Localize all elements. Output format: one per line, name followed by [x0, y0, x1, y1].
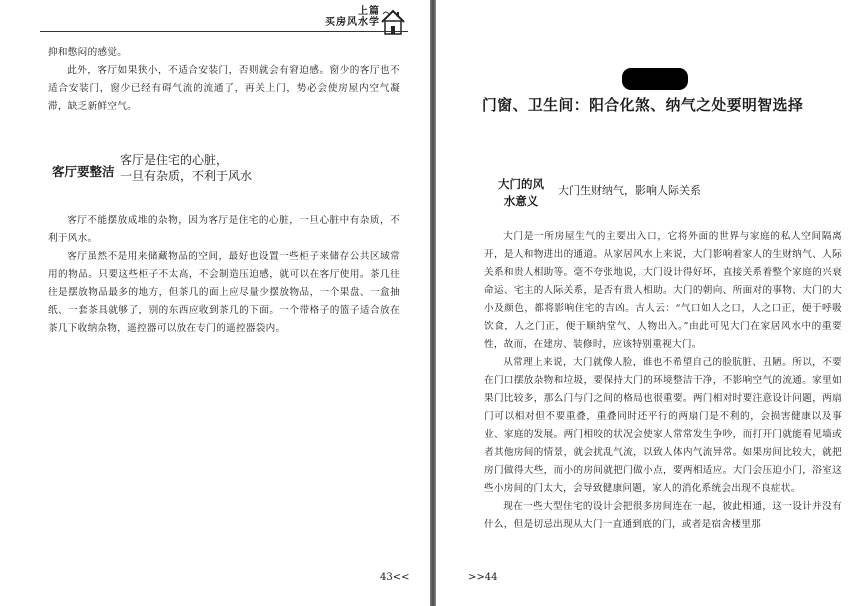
redaction-bar [622, 68, 688, 90]
paragraph: 大门是一所房屋生气的主要出入口，它将外面的世界与家庭的私人空间隔离开，是人和物进出的通道。从家居风水上来说，大门影响着家人的生财纳气、人际关系和贵人相助等。毫不夸张地说，大门设计得好坏，直接关系着整个家庭的兴衰命运、宅主的人际关系，是否有贵人相助。大门的朝向、所面对的事物、大门的大小及颜色，都将影响住宅的吉凶。古人云：“气口如人之口，人之口正，便于呼吸饮食，人之门正，便于顺纳堂气、人物出入。”由此可见大门在家居风水中的重要性，故而，在建房、装修时，应该特别重视大门。 [484, 231, 842, 350]
paragraph: 此外，客厅如果狭小，不适合安装门，否则就会有窘迫感。窗少的客厅也不适合安装门，窗少已经有碍气流的流通了，再关上门，势必会使房屋内空气凝滞，缺乏新鲜空气。 [48, 65, 400, 112]
subheading-line-1: 客厅是住宅的心脏， [120, 153, 229, 167]
subheading-key [494, 176, 548, 210]
running-header [325, 6, 406, 29]
paragraph: 现在一些大型住宅的设计会把很多房间连在一起，彼此相通，这一设计并没有什么，但是切忌出现从大门一直通到底的门，或者是宿舍楼里那 [484, 501, 842, 530]
left-page [0, 0, 430, 606]
subheading-lead: 大门生财纳气，影响人际关系 [558, 184, 701, 197]
right-page [436, 0, 867, 606]
right-text-block [484, 228, 842, 534]
page-number: >>44 [468, 572, 498, 583]
left-text-block-2 [48, 212, 400, 338]
left-text-block-1 [48, 44, 400, 116]
header-rule [40, 31, 408, 32]
paragraph: 从常理上来说，大门就像人脸，谁也不希望自己的脸肮脏、丑陋。所以，不要在门口摆放杂物和垃圾，要保持大门的环境整洁干净，不影响空气的流通。家里如果门比较多，那么门与门之间的格局也很重要。两门相对时要注意设计问题，两扇门可以相对但不要重叠，重叠同时还平行的两扇门是不利的，会损害健康以及事业、家庭的发展。两门相咬的状况会使家人常常发生争吵，而打开门就能看见墙或者其他房间的情景，就会扰乱气流，以致人体内气流异常。如果房间比较大，就把房门做得大些，而小的房间就把门做小点，要两相适应。大门会压迫小门，浴室这些小房间的门太大，会导致健康问题，家人的消化系统会出现不良症状。 [484, 357, 842, 494]
subheading-line-2: 一旦有杂质，不利于风水 [120, 169, 253, 183]
subheading-key-line-2: 水意义 [503, 194, 539, 208]
paragraph-continued: 抑和憋闷的感觉。 [48, 47, 128, 58]
chapter-title: 门窗、卫生间：阳合化煞、纳气之处要明智选择 [482, 97, 804, 114]
subheading-key: 客厅要整洁 [52, 164, 115, 179]
header-part: 上篇 [358, 6, 380, 17]
subheading-lead [120, 152, 252, 184]
header-book-title: 买房风水学 [325, 17, 380, 28]
paragraph: 客厅不能摆放成堆的杂物，因为客厅是住宅的心脏，一旦心脏中有杂质，不利于风水。 [48, 215, 400, 244]
paragraph: 客厅虽然不是用来储藏物品的空间，最好也设置一些柜子来储存公共区域常用的物品。只要这些柜子不太高，不会制造压迫感，就可以在客厅使用。茶几往往是摆放物品最多的地方，但茶几的面上应尽量少摆放物品，一个果盘、一盒抽纸、一套茶具就够了，别的东西应收到茶几的下面。一个带格子的篮子适合放在茶几下收纳杂物，遥控器可以放在专门的遥控器袋内。 [48, 251, 400, 334]
page-number: 43<< [380, 572, 410, 583]
subheading-key-line-1: 大门的风 [498, 177, 544, 191]
